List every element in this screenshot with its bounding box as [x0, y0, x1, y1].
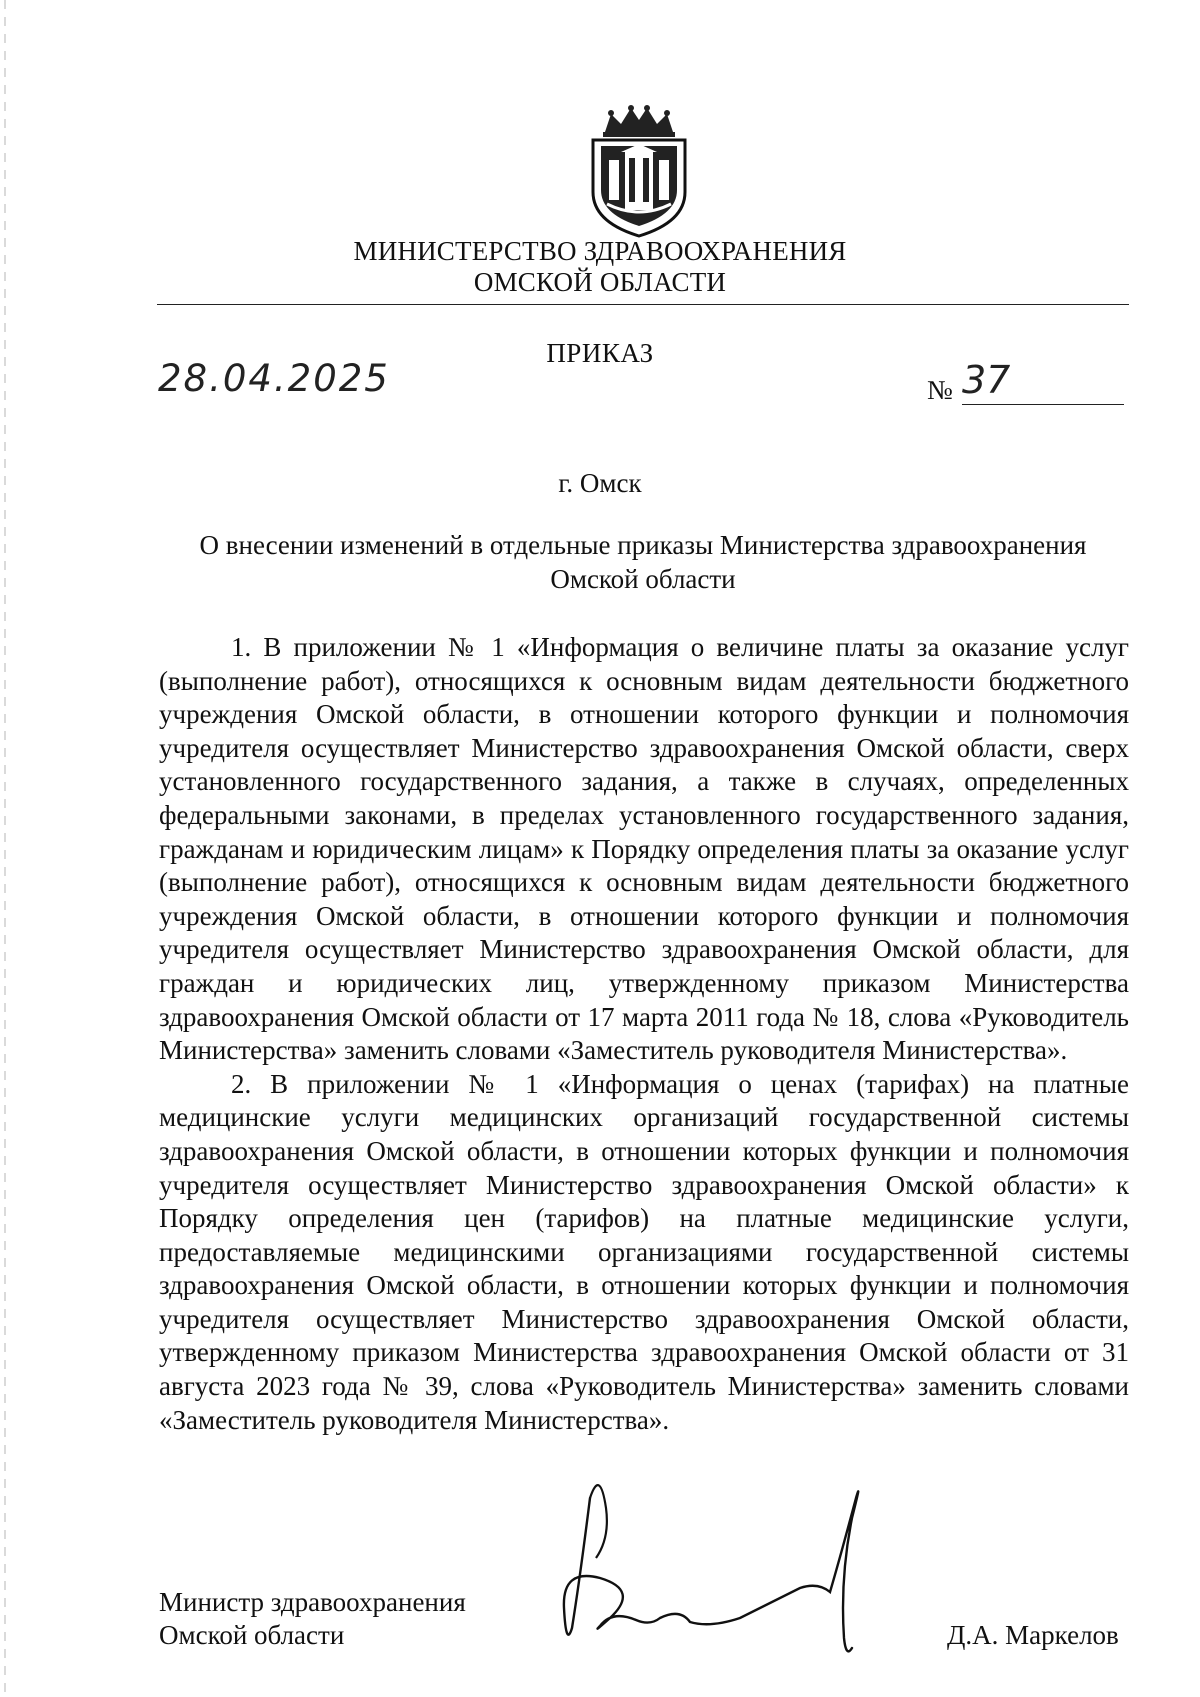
document-title: О внесении изменений в отдельные приказы Министерства здравоохранения Омской области — [199, 530, 1087, 594]
document-body — [159, 631, 1129, 1437]
document-city: г. Омск — [558, 468, 642, 498]
signer-position-line1: Министр здравоохранения — [159, 1587, 466, 1617]
number-label: № — [927, 375, 953, 405]
handwritten-signature-icon — [540, 1458, 920, 1658]
coat-of-arms-icon — [585, 104, 693, 238]
signer-position-line2: Омской области — [159, 1620, 345, 1650]
document-type: ПРИКАЗ — [546, 338, 654, 368]
ministry-name-line2: ОМСКОЙ ОБЛАСТИ — [473, 267, 727, 297]
signer-name: Д.А. Маркелов — [947, 1620, 1119, 1650]
paragraph-1: 1. В приложении № 1 «Информация о величине платы за оказание услуг (выполнение работ), относящихся к основным видам деятельности бюджетного учреждения Омской области, в отношении которого функции и полномочия учредителя осуществляет Министерство здравоохранения Омской области, сверх установленного государственного задания, а также в случаях, определенных федеральными законами, в пределах установленного государственного задания, гражданам и юридическим лицам» к Порядку определения платы за оказание услуг (выполнение работ), относящихся к основным видам деятельности бюджетного учреждения Омской области, в отношении которого функции и полномочия учредителя осуществляет Министерство здравоохранения Омской области, для граждан и юридических лиц, утвержденному приказом Министерства здравоохранения Омской области от 17 марта 2011 года № 18, слова «Руководитель Министерства» заменить словами «Заместитель руководителя Министерства». — [159, 632, 1129, 1066]
number-underline — [962, 404, 1124, 405]
signer-position — [159, 1586, 466, 1652]
ministry-name-line1: МИНИСТЕРСТВО ЗДРАВООХРАНЕНИЯ — [353, 236, 847, 266]
header-rule — [157, 304, 1129, 305]
paragraph-2: 2. В приложении № 1 «Информация о ценах (тарифах) на платные медицинские услуги медицинских организаций государственной системы здравоохранения Омской области, в отношении которых функции и полномочия учредителя осуществляет Министерство здравоохранения Омской области» к Порядку определения цен (тарифов) на платные медицинские услуги, предоставляемые медицинскими организациями государственной системы здравоохранения Омской области, в отношении которых функции и полномочия учредителя осуществляет Министерство здравоохранения Омской области, утвержденному приказом Министерства здравоохранения Омской области от 31 августа 2023 года № 39, слова «Руководитель Министерства» заменить словами «Заместитель руководителя Министерства». — [159, 1068, 1129, 1435]
document-number: 37 — [962, 358, 1011, 402]
document-date: 28.04.2025 — [158, 357, 390, 400]
